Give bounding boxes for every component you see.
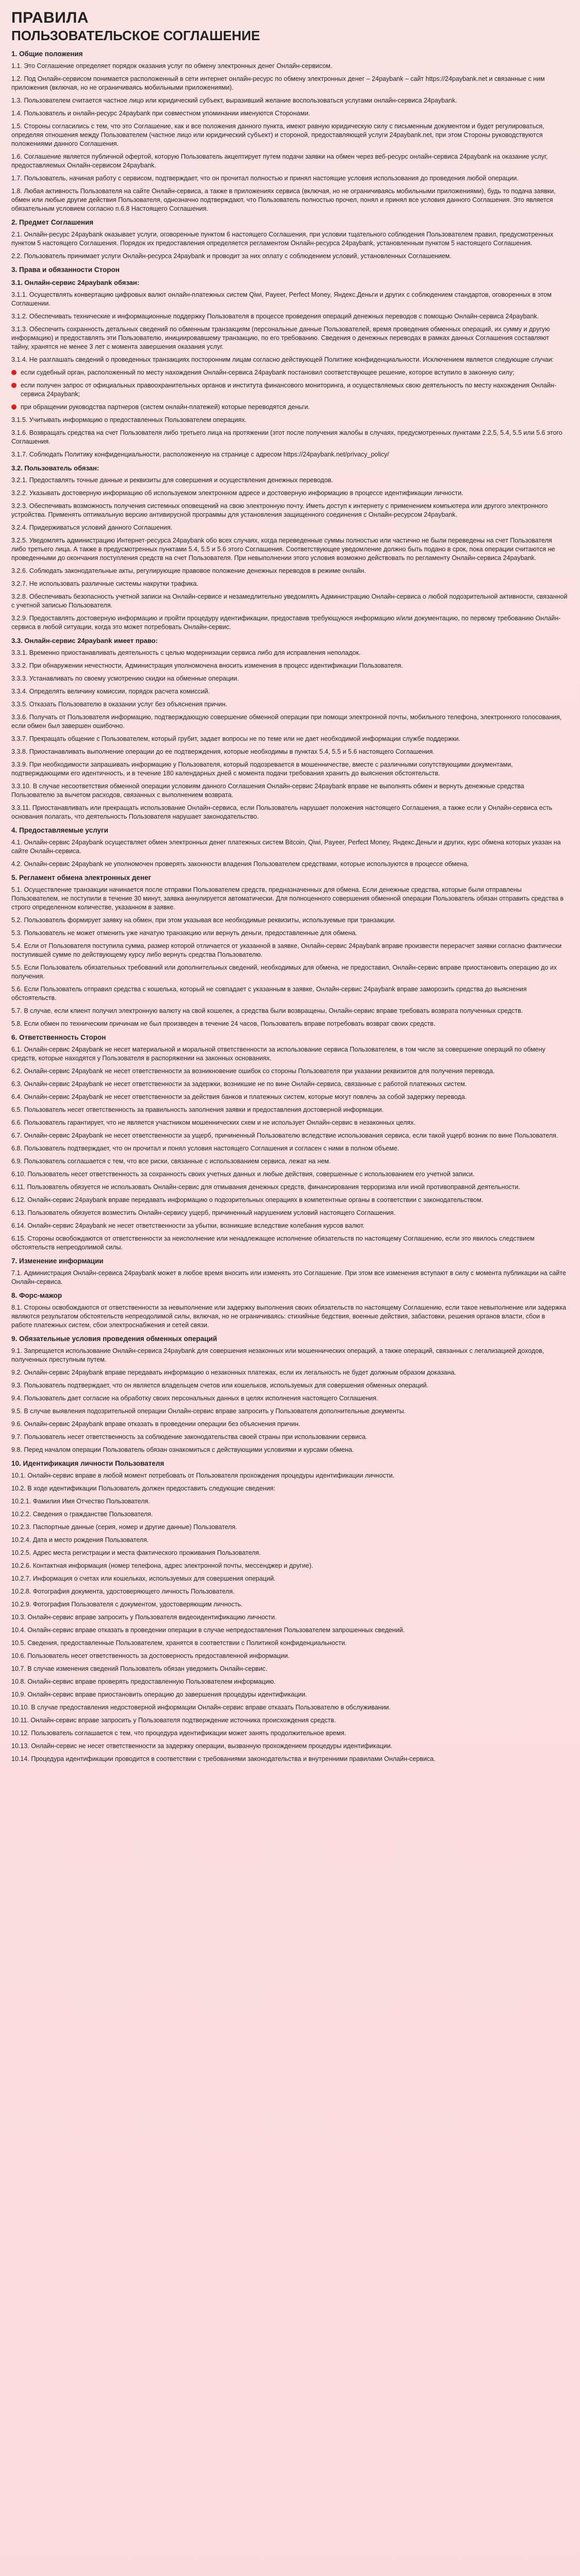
clause-paragraph: 3.3.11. Приостанавливать или прекращать использование Онлайн-сервиса, если Пользователь нарушает положения настоящего Соглашения, а также если у Онлайн-сервиса есть основания полагать, что деятельность Пользователя нарушает законодательство.	[11, 804, 553, 820]
clause-paragraph: 3.2.6. Соблюдать законодательные акты, регулирующие правовое положение денежных переводов в режиме онлайн.	[11, 567, 366, 574]
clause-paragraph: 10.2.3. Паспортные данные (серия, номер и другие данные) Пользователя.	[11, 1523, 237, 1531]
clause-paragraph: 3.2.9. Предоставлять достоверную информацию и пройти процедуру идентификации, предоставив требующуюся информацию и/или документацию, по первому требованию Онлайн-сервиса в любой ситуации, когда это может потребовать Онлайн-сервис.	[11, 615, 561, 631]
clause-paragraph: 6.14. Онлайн-сервис 24paybank не несет ответственности за убытки, возникшие вследствие колебания курсов валют.	[11, 1222, 364, 1229]
clause-paragraph: 3.1.1. Осуществлять конвертацию цифровых валют онлайн-платежных систем Qiwi, Payeer, Perfect Money, Яндекс.Деньги и других с соблюдением стандартов, оговоренных в этом Соглашении.	[11, 291, 552, 307]
bullet-dot-icon	[11, 370, 16, 375]
clause-paragraph: 6.3. Онлайн-сервис 24paybank не несет ответственности за задержки, возникшие не по вине Онлайн-сервиса, связанные с работой платежных систем.	[11, 1080, 467, 1088]
clause-paragraph: 5.3. Пользователь не может отменить уже начатую транзакцию или вернуть деньги, предоставленные для обмена.	[11, 929, 357, 937]
section-heading: 3. Права и обязанности Сторон	[11, 266, 120, 274]
section-heading: 1. Общие положения	[11, 50, 83, 58]
bullet-item	[11, 381, 568, 399]
section-heading: 6. Ответственность Сторон	[11, 1033, 106, 1041]
subsection-heading: 3.2. Пользователь обязан:	[11, 464, 100, 472]
clause-paragraph: 10.8. Онлайн-сервис вправе проверять предоставленную Пользователем информацию.	[11, 1678, 276, 1685]
clause-paragraph: 5.2. Пользователь формирует заявку на обмен, при этом указывая все необходимые реквизиты, используемые при транзакции.	[11, 917, 396, 924]
clause-paragraph: 9.4. Пользователь дает согласие на обработку своих персональных данных в целях исполнения настоящего Соглашения.	[11, 1395, 378, 1402]
clause-paragraph: 3.2.7. Не использовать различные системы накрутки трафика.	[11, 580, 198, 587]
clause-paragraph: 6.11. Пользователь обязуется не использовать Онлайн-сервис для отмывания денежных средств, финансирования терроризма или иной противоправной деятельности.	[11, 1183, 520, 1191]
clause-paragraph: 10.1. Онлайн-сервис вправе в любой момент потребовать от Пользователя прохождения процедуры идентификации личности.	[11, 1472, 394, 1479]
clause-paragraph: 1.8. Любая активность Пользователя на сайте Онлайн-сервиса, а также в приложениях сервиса (включая, но не ограничиваясь мобильными приложениями), будь то подача заявки, обмен или любые другие действия Пользователя, однозначно подтверждают, что Пользователь полностью прочел, понял и принял все условия данного Соглашения. Это является обязательным условием согласно п.6.8 Настоящего Соглашения.	[11, 188, 556, 212]
clause-paragraph: 3.3.3. Устанавливать по своему усмотрению скидки на обменные операции.	[11, 675, 239, 682]
clause-paragraph: 7.1. Администрация Онлайн-сервиса 24paybank может в любое время вносить или изменять это Соглашение. При этом все изменения вступают в силу с момента публикации на сайте Онлайн-сервиса.	[11, 1269, 566, 1285]
clause-paragraph: 6.12. Онлайн-сервис 24paybank вправе передавать информацию о подозрительных операциях в компетентные органы в соответствии с законодательством.	[11, 1196, 484, 1204]
clause-paragraph: 9.6. Онлайн-сервис 24paybank вправе отказать в проведении операции без объяснения причин.	[11, 1420, 301, 1428]
section-heading: 9. Обязательные условия проведения обменных операций	[11, 1335, 218, 1343]
clause-paragraph: 2.1. Онлайн-ресурс 24paybank оказывает услуги, оговоренные пунктом 6 настоящего Соглашения, при условии тщательного соблюдения Пользователем правил, предусмотренных пунктом 5 настоящего Соглашения. Порядок их предоставления определяется регламентом Онлайн-ресурса 24paybank, установленным пунктом 5 настоящего Соглашения.	[11, 231, 554, 247]
clause-paragraph: 3.3.5. Отказать Пользователю в оказании услуг без объяснения причин.	[11, 701, 227, 708]
clause-paragraph: 6.9. Пользователь соглашается с тем, что все риски, связанные с использованием сервиса, лежат на нем.	[11, 1158, 331, 1165]
section-heading: 5. Регламент обмена электронных денег	[11, 874, 152, 882]
clause-paragraph: 10.2.6. Контактная информация (номер телефона, адрес электронной почты, мессенджер и другие).	[11, 1562, 313, 1569]
clause-paragraph: 3.3.10. В случае несоответствия обменной операции условиям данного Соглашения Онлайн-сервис 24paybank вправе не выполнять обмен и вернуть денежные средства Пользователю за вычетом расходов, связанных с выполнением возврата.	[11, 783, 524, 799]
clause-paragraph: 3.3.6. Получать от Пользователя информацию, подтверждающую совершение обменной операции при помощи электронной почты, мобильного телефона, электронного голосования, если обмен был завершен ошибочно.	[11, 714, 562, 730]
clause-paragraph: 3.1.6. Возвращать средства на счет Пользователя либо третьего лица на протяжении (этот после получения жалобы в случаях, предусмотренных пунктами 2.2.5, 5.4, 5.5 или 5.6 этого Соглашения.	[11, 429, 562, 445]
clause-paragraph: 1.6. Соглашение является публичной офертой, которую Пользователь акцептирует путем подачи заявки на обмен через веб-ресурс онлайн-сервиса 24paybank на оказание услуг, предоставляемых Онлайн-сервисом 24paybank.	[11, 153, 548, 169]
clause-paragraph: 10.2.9. Фотография Пользователя с документом, удостоверяющим личность.	[11, 1601, 243, 1608]
page-title: ПРАВИЛА	[11, 9, 89, 26]
clause-paragraph: 4.1. Онлайн-сервис 24paybank осуществляет обмен электронных денег платежных систем Bitcoin, Qiwi, Payeer, Perfect Money, Яндекс.Деньги и других, курс обмена которых указан на сайте Онлайн-сервиса.	[11, 839, 561, 855]
bullet-item	[11, 403, 568, 412]
clause-paragraph: 6.7. Онлайн-сервис 24paybank не несет ответственности за ущерб, причиненный Пользователю вследствие использования сервиса, если такой ущерб возник по вине Пользователя.	[11, 1132, 558, 1139]
clause-paragraph: 10.3. Онлайн-сервис вправе запросить у Пользователя видеоидентификацию личности.	[11, 1614, 277, 1621]
clause-paragraph: 9.2. Онлайн-сервис 24paybank вправе передавать информацию о незаконных платежах, если их легальность не будет должным образом доказана.	[11, 1369, 456, 1376]
clause-paragraph: 3.1.4. Не разглашать сведений о проведенных транзакциях посторонним лицам согласно действующей Политике конфиденциальности. Исключением является следующие случаи:	[11, 356, 554, 363]
clause-paragraph: 5.5. Если Пользователь обязательных требований или дополнительных сведений, необходимых для обмена, не предоставил, Онлайн-сервис вправе приостановить операцию до их получения.	[11, 964, 557, 980]
clause-paragraph: 1.7. Пользователь, начиная работу с сервисом, подтверждает, что он прочитал полностью и принял настоящие условия использования до проведения любой операции.	[11, 175, 519, 182]
bullet-dot-icon	[11, 404, 16, 410]
clause-paragraph: 6.15. Стороны освобождаются от ответственности за неисполнение или ненадлежащее исполнение обязательств по настоящему Соглашению, если это явилось следствием обстоятельств непреодолимой силы.	[11, 1235, 535, 1251]
clause-paragraph: 3.1.7. Соблюдать Политику конфиденциальности, расположенную на странице с адресом https://24paybank.net/privacy_policy/	[11, 451, 389, 458]
clause-paragraph: 9.1. Запрещается использование Онлайн-сервиса 24paybank для совершения незаконных или мошеннических операций, а также операций, связанных с легализацией доходов, полученных преступным путем.	[11, 1347, 544, 1363]
bullet-item	[11, 368, 568, 377]
clause-paragraph: 9.3. Пользователь подтверждает, что он является владельцем счетов или кошельков, используемых для совершения обменных операций.	[11, 1382, 428, 1389]
clause-paragraph: 5.8. Если обмен по техническим причинам не был произведен в течение 24 часов, Пользователь вправе потребовать возврат своих средств.	[11, 1020, 436, 1027]
clause-paragraph: 6.5. Пользователь несет ответственность за правильность заполнения заявки и предоставления достоверной информации.	[11, 1106, 384, 1113]
clause-paragraph: 3.2.2. Указывать достоверную информацию об используемом электронном адресе и достоверную информацию в процессе идентификации личности.	[11, 489, 463, 497]
clause-paragraph: 3.1.2. Обеспечивать технические и информационные поддержку Пользователя в процессе проведения операций денежных переводов с помощью Онлайн-сервиса 24paybank.	[11, 313, 539, 320]
clause-paragraph: 10.10. В случае предоставления недостоверной информации Онлайн-сервис вправе отказать Пользователю в обслуживании.	[11, 1704, 391, 1711]
clause-paragraph: 10.9. Онлайн-сервис вправе приостановить операцию до завершения процедуры идентификации.	[11, 1691, 307, 1698]
bullet-text: если судебный орган, расположенный по месту нахождения Онлайн-сервиса 24paybank постановил соответствующее решение, которое вступило в законную силу;	[21, 369, 515, 376]
clause-paragraph: 3.2.8. Обеспечивать безопасность учетной записи на Онлайн-сервисе и незамедлительно уведомлять Администрацию Онлайн-сервиса о любой подозрительной активности, связанной с учетной записью Пользователя.	[11, 593, 568, 609]
clause-paragraph: 10.11. Онлайн-сервис вправе запросить у Пользователя подтверждение источника происхождения средств.	[11, 1717, 336, 1724]
clause-paragraph: 1.2. Под Онлайн-сервисом понимается расположенный в сети интернет онлайн-ресурс по обмену электронных денег – 24paybank – сайт https://24paybank.net и связанные с ним приложения (включая, но не ограничиваясь мобильными приложениями).	[11, 75, 545, 91]
clause-paragraph: 1.5. Стороны согласились с тем, что это Соглашение, как и все положения данного пункта, имеют равную юридическую силу с письменным документом и будет регулироваться, определяя отношения между Пользователем (частное лицо или юридический субъект) и стороной, предоставляющей услуги 24paybank.net, при этом Стороны руководствуются положениями данного Соглашения.	[11, 123, 544, 147]
clause-paragraph: 6.1. Онлайн-сервис 24paybank не несет материальной и моральной ответственности за использование сервиса Пользователем, в том числе за совершение операций по обмену средств, которые находятся у Пользователя в распоряжении на законных основаниях.	[11, 1046, 545, 1062]
clause-paragraph: 6.4. Онлайн-сервис 24paybank не несет ответственности за действия банков и платежных систем, которые могут повлечь за собой задержку перевода.	[11, 1093, 467, 1100]
clause-paragraph: 3.2.3. Обеспечивать возможность получения системных оповещений на свою электронную почту. Иметь доступ к интернету с применением компьютера или другого электронного устройства. Применять оптимальную версию антивирусной программы для установления защищенного соединения с Онлайн-ресурсом 24paybank.	[11, 502, 548, 518]
clause-paragraph: 10.2.8. Фотография документа, удостоверяющего личность Пользователя.	[11, 1588, 235, 1595]
clause-paragraph: 10.2.5. Адрес места регистрации и места фактического проживания Пользователя.	[11, 1549, 261, 1556]
clause-paragraph: 10.7. В случае изменения сведений Пользователь обязан уведомить Онлайн-сервис.	[11, 1665, 268, 1672]
clause-paragraph: 10.2.4. Дата и место рождения Пользователя.	[11, 1536, 149, 1544]
clause-paragraph: 6.8. Пользователь подтверждает, что он прочитал и понял условия настоящего Соглашения и согласен с ними в полном объеме.	[11, 1145, 400, 1152]
clause-paragraph: 6.13. Пользователь обязуется возместить Онлайн-сервису ущерб, причиненный нарушением условий настоящего Соглашения.	[11, 1209, 395, 1216]
clause-paragraph: 3.2.5. Уведомлять администрацию Интернет-ресурса 24paybank обо всех случаях, когда переведенные суммы полностью или частично не были переведены на счет Пользователя либо третьего лица. А также в предусмотренных пунктами 5.4, 5.5 и 5.6 этого Соглашения. Соответствующее уведомление должно быть подано в срок, пока операции считаются не проведенными до окончания поступления средств на счет Пользователя. При невыполнении этого условия возможно действовать по регламенту Онлайн-сервиса 24paybank.	[11, 537, 555, 562]
section-heading: 7. Изменение информации	[11, 1257, 104, 1265]
clause-paragraph: 10.2.2. Сведения о гражданстве Пользователя.	[11, 1511, 153, 1518]
clause-paragraph: 10.5. Сведения, предоставленные Пользователем, хранятся в соответствии с Политикой конфиденциальности.	[11, 1639, 347, 1647]
clause-paragraph: 10.13. Онлайн-сервис не несет ответственности за задержку операции, вызванную прохождением процедуры идентификации.	[11, 1742, 393, 1750]
section-heading: 2. Предмет Соглашения	[11, 218, 94, 226]
clause-paragraph: 9.8. Перед началом операции Пользователь обязан ознакомиться с действующими условиями и курсами обмена.	[11, 1446, 354, 1453]
clause-paragraph: 3.3.9. При необходимости запрашивать информацию у Пользователя, который подозревается в мошенничестве, вместе с различными сопутствующими документами, подтверждающими его идентичность, и в течение 180 календарных дней с момента подачи требования хранить до выяснения обстоятельств.	[11, 761, 513, 777]
clause-paragraph: 3.3.1. Временно приостанавливать деятельность с целью модернизации сервиса либо для исправления неполадок.	[11, 649, 361, 656]
clause-paragraph: 5.7. В случае, если клиент получил электронную валюту на свой кошелек, а средства были возвращены, Онлайн-сервис вправе требовать возврата полученных средств.	[11, 1007, 523, 1014]
clause-paragraph: 10.2.7. Информация о счетах или кошельках, используемых для совершения операций.	[11, 1575, 276, 1582]
subsection-heading: 3.1. Онлайн-сервис 24paybank обязан:	[11, 279, 140, 286]
clause-paragraph: 3.1.3. Обеспечить сохранность детальных сведений по обменным транзакциям (персональные данные Пользователей, время проведения обменных операций, их сумму и другую информацию) и предоставлять эти Пользователю, инициировавшему транзакцию, по его требованию. Сведения о денежных переводах в рамках данных Соглашения составляют тайну, хранятся не менее 3 лет с момента завершения оказания услуг.	[11, 326, 550, 350]
page-subtitle: ПОЛЬЗОВАТЕЛЬСКОЕ СОГЛАШЕНИЕ	[11, 28, 260, 43]
clause-paragraph: 10.6. Пользователь несет ответственность за достоверность предоставленной информации.	[11, 1652, 290, 1659]
section-heading: 10. Идентификация личности Пользователя	[11, 1460, 164, 1467]
clause-paragraph: 5.6. Если Пользователь отправил средства с кошелька, который не совпадает с указанным в заявке, Онлайн-сервис 24paybank вправе заморозить средства до выяснения обстоятельств.	[11, 986, 527, 1002]
clause-paragraph: 3.2.1. Предоставлять точные данные и реквизиты для совершения и осуществления денежных переводов.	[11, 477, 333, 484]
clause-paragraph: 1.4. Пользователь и онлайн-ресурс 24paybank при совместном упоминании именуются Сторонами.	[11, 110, 310, 117]
clause-paragraph: 3.2.4. Придерживаться условий данного Соглашения.	[11, 524, 173, 531]
clause-paragraph: 6.2. Онлайн-сервис 24paybank не несет ответственности за возникновение ошибок со стороны Пользователя при указании реквизитов для получения перевода.	[11, 1067, 495, 1075]
clause-paragraph: 10.2. В ходе идентификации Пользователь должен предоставить следующие сведения:	[11, 1485, 275, 1492]
clause-paragraph: 9.7. Пользователь несет ответственность за соблюдение законодательства своей страны при использовании сервиса.	[11, 1433, 368, 1440]
agreement-content	[11, 50, 568, 1764]
clause-paragraph: 3.3.8. Приостанавливать выполнение операции до ее подтверждения, которые необходимы в пунктах 5.4, 5.5 и 5.6 настоящего Соглашения.	[11, 748, 435, 755]
clause-paragraph: 1.3. Пользователем считается частное лицо или юридический субъект, выразивший желание воспользоваться услугами онлайн-сервиса 24paybank.	[11, 97, 457, 104]
clause-paragraph: 3.3.4. Определять величину комиссии, порядок расчета комиссий.	[11, 688, 210, 695]
clause-paragraph: 8.1. Стороны освобождаются от ответственности за невыполнение или задержку выполнения своих обязательств по настоящему Соглашению, если такое невыполнение или задержка являются результатом обстоятельств непреодолимой силы, включая, но не ограничиваясь: стихийные бедствия, военные действия, забастовки, решения органов власти, сбои в работе платежных систем, сбои электроснабжения и сетей связи.	[11, 1304, 567, 1329]
clause-paragraph: 6.6. Пользователь гарантирует, что не является участником мошеннических схем и не использует Онлайн-сервис в незаконных целях.	[11, 1119, 416, 1126]
clause-paragraph: 4.2. Онлайн-сервис 24paybank не уполномочен проверять законности владения Пользователем средствами, которые используются в процессе обмена.	[11, 860, 469, 868]
clause-paragraph: 1.1. Это Соглашение определяет порядок оказания услуг по обмену электронных денег Онлайн-сервисом.	[11, 62, 333, 70]
clause-paragraph: 3.3.2. При обнаружении нечестности, Администрация уполномочена вносить изменения в процесс идентификации Пользователя.	[11, 662, 403, 669]
bullet-text: если получен запрос от официальных правоохранительных органов и института финансового мониторинга, и осуществляемых свою деятельность по месту нахождения Онлайн-сервиса 24paybank;	[21, 382, 556, 398]
bullet-dot-icon	[11, 383, 16, 388]
bullet-text: при обращении руководства партнеров (систем онлайн-платежей) которые переводятся деньги.	[21, 403, 310, 411]
section-heading: 8. Форс-мажор	[11, 1292, 62, 1299]
subsection-heading: 3.3. Онлайн-сервис 24paybank имеет право:	[11, 637, 158, 645]
clause-paragraph: 10.4. Онлайн-сервис вправе отказать в проведении операции в случае непредоставления Пользователем запрошенных сведений.	[11, 1626, 405, 1634]
clause-paragraph: 10.2.1. Фамилия Имя Отчество Пользователя.	[11, 1498, 150, 1505]
clause-paragraph: 6.10. Пользователь несет ответственность за сохранность своих учетных данных и любые действия, совершенные с использованием его учетной записи.	[11, 1171, 475, 1178]
clause-paragraph: 10.14. Процедура идентификации проводится в соответствии с требованиями законодательства и внутренними правилами Онлайн-сервиса.	[11, 1755, 436, 1762]
clause-paragraph: 10.12. Пользователь соглашается с тем, что процедура идентификации может занять продолжительное время.	[11, 1730, 346, 1737]
section-heading: 4. Предоставляемые услуги	[11, 826, 108, 834]
clause-paragraph: 5.1. Осуществление транзакции начинается после отправки Пользователем средств, предназначенных для обмена. Если денежные средства, которые были отправлены Пользователем, не поступили в течение 30 минут, заявка аннулируется автоматически. Для полноценного совершения обменной операции Пользователь обязан отправить средства в строго определенном количестве, указанном в заявке.	[11, 886, 564, 911]
clause-paragraph: 3.1.5. Учитывать информацию о предоставленных Пользователем операциях.	[11, 416, 247, 423]
clause-paragraph: 2.2. Пользователь принимает услуги Онлайн-ресурса 24paybank и проводит за них оплату с соблюдением условий, установленных Соглашением.	[11, 252, 452, 260]
clause-paragraph: 3.3.7. Прекращать общение с Пользователем, который грубит, задает вопросы не по теме или не дает необходимой информации службе поддержки.	[11, 735, 460, 742]
clause-paragraph: 9.5. В случае выявления подозрительной операции Онлайн-сервис вправе запросить у Пользователя дополнительные документы.	[11, 1408, 406, 1415]
clause-paragraph: 5.4. Если от Пользователя поступила сумма, размер которой отличается от указанной в заявке, Онлайн-сервис 24paybank вправе произвести перерасчет заявки согласно фактически поступившей сумме по действующему курсу либо вернуть средства Пользователю.	[11, 942, 562, 958]
